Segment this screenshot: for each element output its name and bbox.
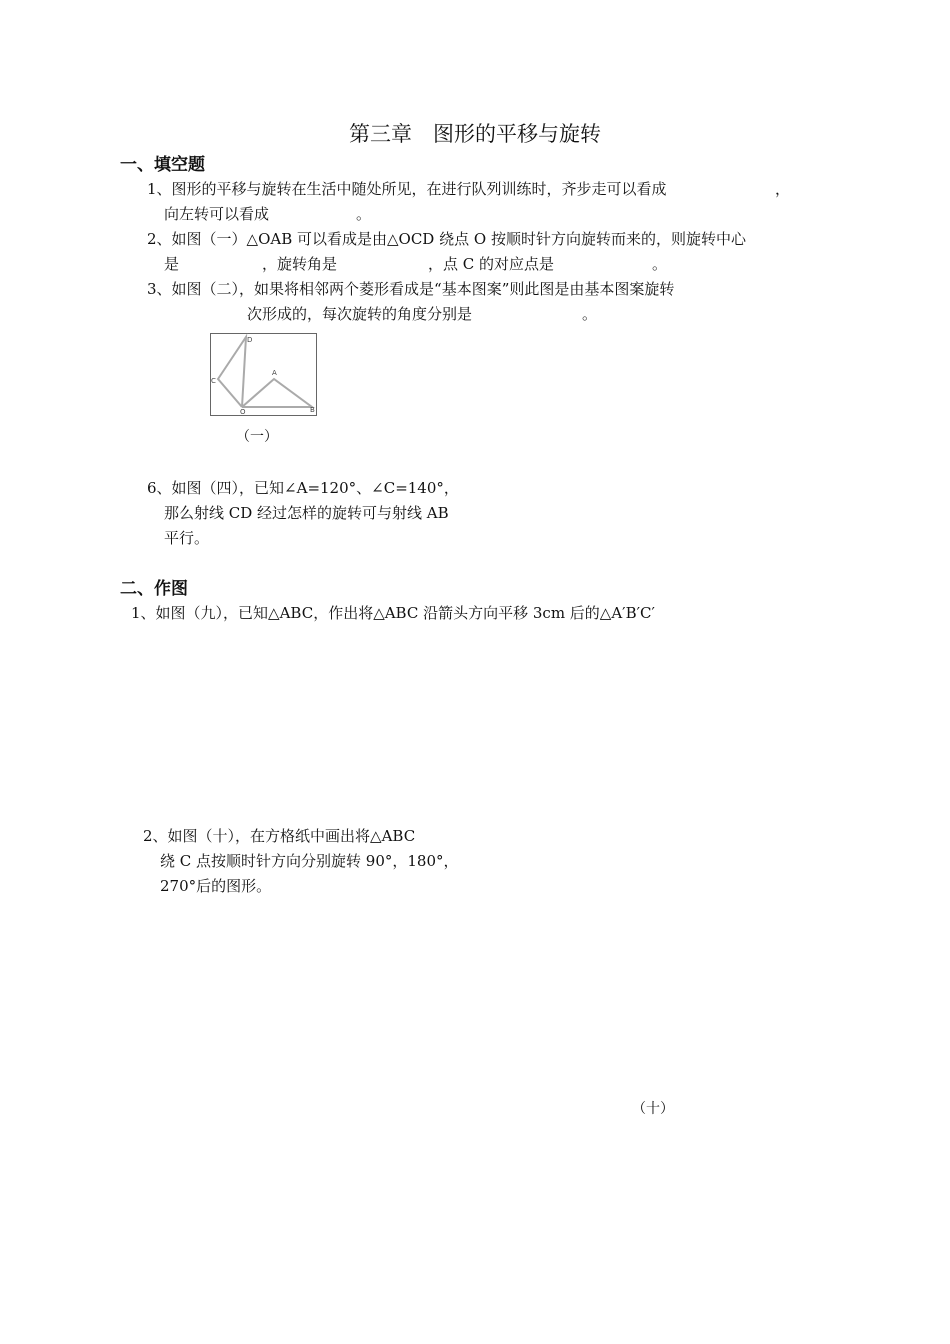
question-3-line-1: 3、如图（二），如果将相邻两个菱形看成是“基本图案”则此图是由基本图案旋转 bbox=[147, 280, 675, 298]
figure-1-rotation-diagram bbox=[210, 333, 317, 416]
question-6-line-1: 6、如图（四），已知∠A=120°、∠C=140°， bbox=[147, 479, 459, 497]
question-1-line-1: 1、图形的平移与旋转在生活中随处所见，在进行队列训练时，齐步走可以看成 bbox=[147, 180, 667, 198]
triangle-oab bbox=[242, 379, 312, 407]
question-2-line-2c: ，点 C 的对应点是 bbox=[428, 255, 555, 273]
question-6-line-2: 那么射线 CD 经过怎样的旋转可与射线 AB bbox=[164, 504, 449, 522]
figure-1-caption: （一） bbox=[236, 429, 278, 445]
label-c: C bbox=[211, 377, 216, 385]
page-title: 第三章 图形的平移与旋转 bbox=[349, 122, 601, 146]
question-2-line-2b: ，旋转角是 bbox=[262, 255, 338, 273]
figure-1-frame bbox=[211, 334, 317, 416]
question-1-line-1-tail: ， bbox=[775, 180, 791, 198]
question-1-line-2-tail: 。 bbox=[356, 205, 372, 223]
drawing-question-1: 1、如图（九），已知△ABC，作出将△ABC 沿箭头方向平移 3cm 后的△A′B′C′ bbox=[131, 604, 655, 622]
label-b: B bbox=[310, 406, 315, 414]
question-2-line-1: 2、如图（一）△OAB 可以看成是由△OCD 绕点 O 按顺时针方向旋转而来的，则旋转中心 bbox=[147, 230, 746, 248]
question-1-line-2: 向左转可以看成 bbox=[164, 205, 270, 223]
figure-10-caption: （十） bbox=[632, 1101, 674, 1117]
question-2-line-2d: 。 bbox=[652, 255, 668, 273]
label-d: D bbox=[247, 336, 253, 344]
figure-1-svg bbox=[210, 333, 317, 416]
question-2-line-2a: 是 bbox=[164, 255, 180, 273]
drawing-question-2-line-1: 2、如图（十），在方格纸中画出将△ABC bbox=[143, 827, 416, 845]
drawing-question-2-line-2: 绕 C 点按顺时针方向分别旋转 90°，180°， bbox=[160, 852, 459, 870]
section-heading-fill-blank: 一、填空题 bbox=[120, 155, 205, 175]
question-3-line-2: 次形成的，每次旋转的角度分别是 bbox=[247, 305, 473, 323]
drawing-question-2-line-3: 270°后的图形。 bbox=[160, 877, 272, 895]
question-3-line-2-tail: 。 bbox=[582, 305, 598, 323]
section-heading-drawing: 二、作图 bbox=[120, 579, 188, 599]
triangle-ocd bbox=[218, 337, 246, 407]
question-6-line-3: 平行。 bbox=[164, 529, 210, 547]
label-a: A bbox=[272, 369, 277, 377]
label-o: O bbox=[240, 408, 246, 416]
